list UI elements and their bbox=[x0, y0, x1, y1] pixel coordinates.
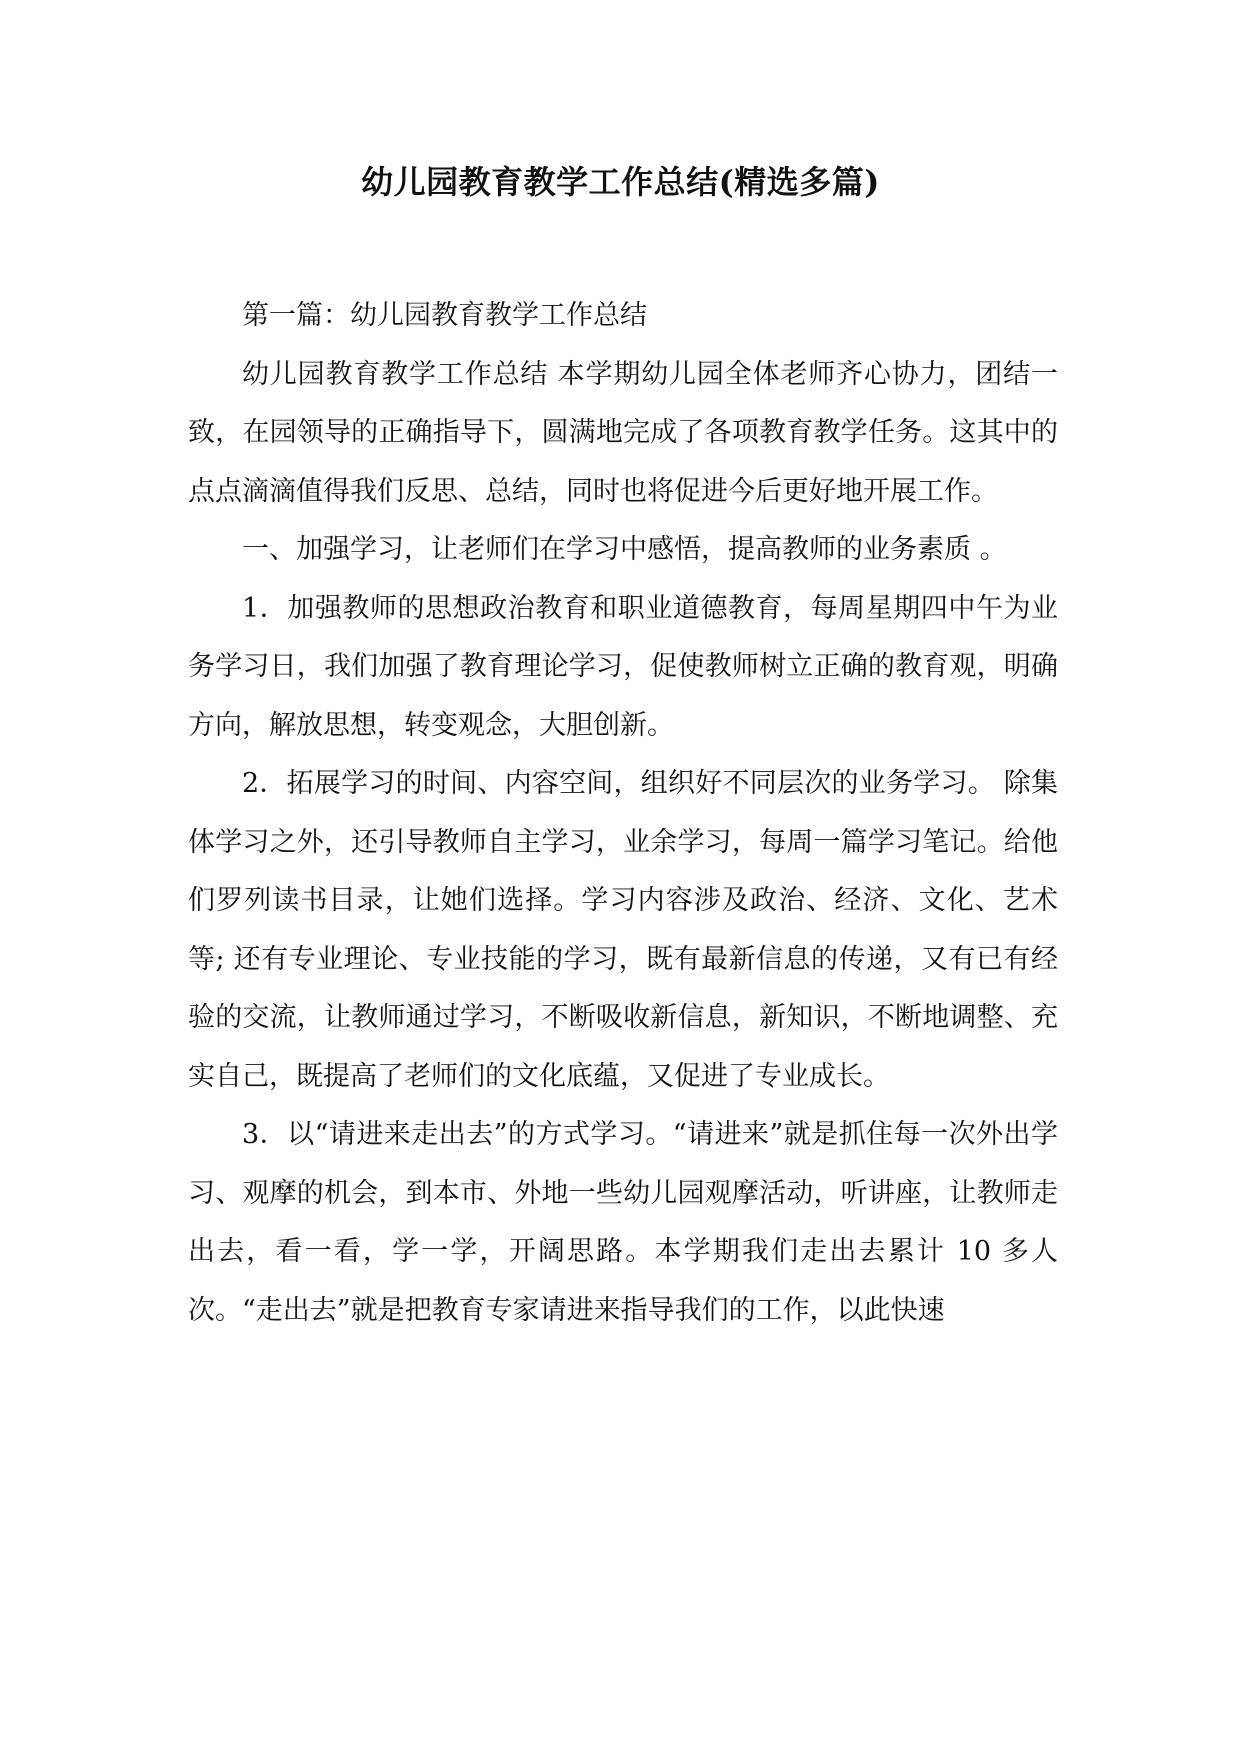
document-title: 幼儿园教育教学工作总结(精选多篇) bbox=[361, 163, 880, 201]
paragraph-item-1: 1．加强教师的思想政治教育和职业道德教育，每周星期四中午为业务学习日，我们加强了教育理论学习，促使教师树立正确的教育观，明确方向，解放思想，转变观念，大胆创新。 bbox=[188, 592, 1058, 741]
paragraph-intro: 幼儿园教育教学工作总结 本学期幼儿园全体老师齐心协力，团结一致，在园领导的正确指导下，圆满地完成了各项教育教学任务。这其中的点点滴滴值得我们反思、总结，同时也将促进今后更好地开展工作。 bbox=[188, 358, 1058, 507]
paragraph-item-3: 3．以“请进来走出去”的方式学习。“请进来”就是抓住每一次外出学习、观摩的机会，到本市、外地一些幼儿园观摩活动，听讲座，让教师走出去，看一看，学一学，开阔思路。本学期我们走出去累计 10 多人次。“走出去”就是把教育专家请进来指导我们的工作，以此快速 bbox=[188, 1119, 1058, 1326]
paragraph-item-2: 2．拓展学习的时间、内容空间，组织好不同层次的业务学习。 除集体学习之外，还引导教师自主学习，业余学习，每周一篇学习笔记。给他们罗列读书目录，让她们选择。学习内容涉及政治、经济、文化、艺术等; 还有专业理论、专业技能的学习，既有最新信息的传递，又有已有经验的交流，让教师通过学习，不断吸收新信息，新知识，不断地调整、充实自己，既提高了老师们的文化底蕴，又促进了专业成长。 bbox=[188, 768, 1058, 1092]
section-heading: 第一篇：幼儿园教育教学工作总结 bbox=[242, 300, 647, 331]
section-heading-study: 一、加强学习，让老师们在学习中感悟，提高教师的业务素质 。 bbox=[242, 534, 1007, 565]
document-body bbox=[188, 287, 1058, 1340]
